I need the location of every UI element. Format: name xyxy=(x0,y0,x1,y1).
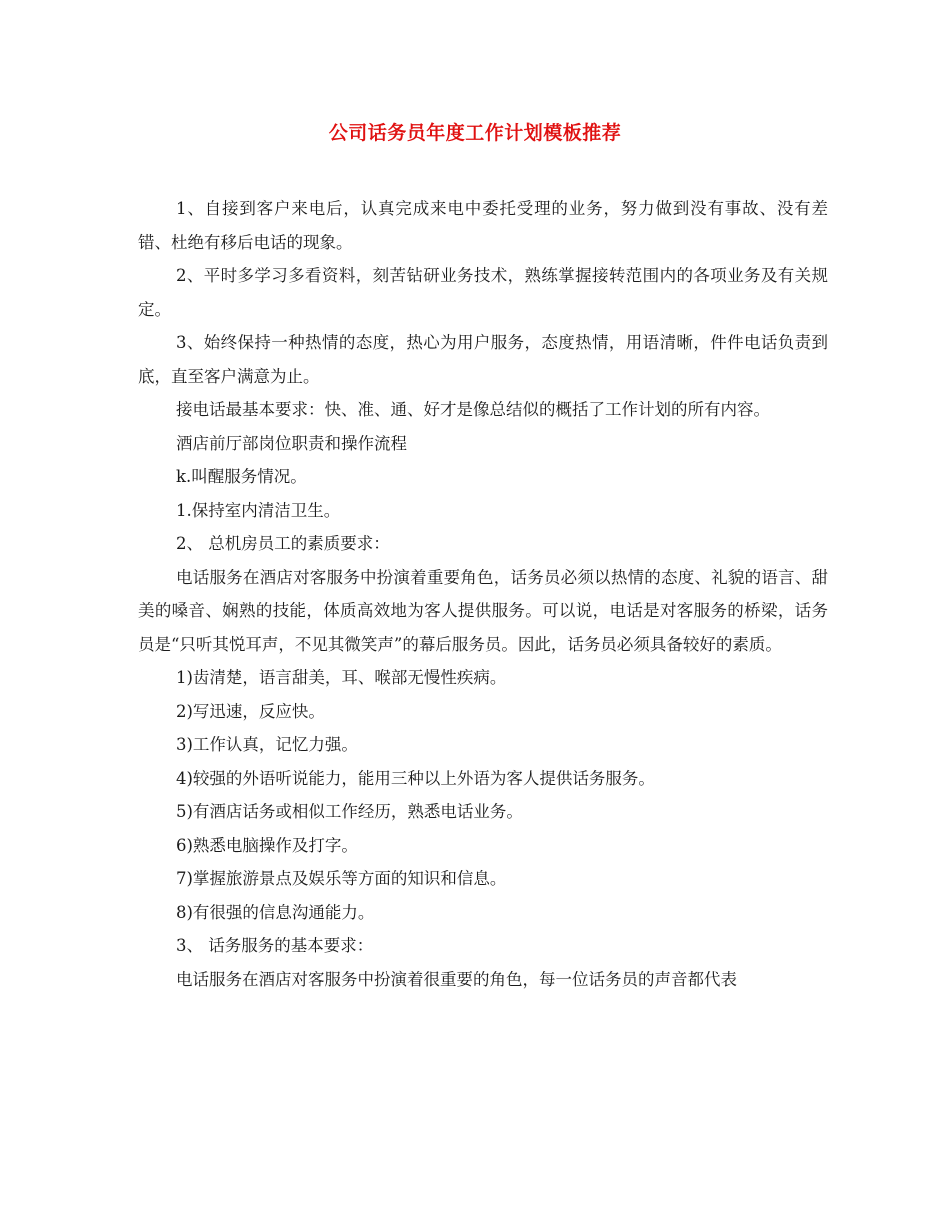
section-heading: 酒店前厅部岗位职责和操作流程 xyxy=(176,433,407,453)
list-item: 1.保持室内清洁卫生。 xyxy=(176,500,341,520)
list-item: 6)熟悉电脑操作及打字。 xyxy=(176,835,358,855)
section-heading: 3、 话务服务的基本要求： xyxy=(176,936,374,955)
document-body xyxy=(138,192,828,996)
section-heading: 2、 总机房员工的素质要求： xyxy=(176,534,390,553)
document-title: 公司话务员年度工作计划模板推荐 xyxy=(328,122,622,144)
list-item: 7)掌握旅游景点及娱乐等方面的知识和信息。 xyxy=(176,869,507,888)
list-item: 4)较强的外语听说能力，能用三种以上外语为客人提供话务服务。 xyxy=(176,768,655,788)
list-item: 1)齿清楚，语言甜美，耳、喉部无慢性疾病。 xyxy=(176,668,507,687)
list-item: 3)工作认真，记忆力强。 xyxy=(176,735,358,754)
paragraph: 2、平时多学习多看资料，刻苦钻研业务技术，熟练掌握接转范围内的各项业务及有关规定。 xyxy=(138,266,828,319)
list-item: 5)有酒店话务或相似工作经历，熟悉电话业务。 xyxy=(176,802,523,821)
list-item: 2)写迅速，反应快。 xyxy=(176,701,325,721)
paragraph: 电话服务在酒店对客服务中扮演着很重要的角色，每一位话务员的声音都代表 xyxy=(176,969,737,989)
list-item: 8)有很强的信息沟通能力。 xyxy=(176,902,375,922)
list-item: k.叫醒服务情况。 xyxy=(176,467,307,486)
paragraph: 1、自接到客户来电后，认真完成来电中委托受理的业务，努力做到没有事故、没有差错、杜绝有移后电话的现象。 xyxy=(138,199,828,252)
paragraph: 电话服务在酒店对客服务中扮演着重要角色，话务员必须以热情的态度、礼貌的语言、甜美的嗓音、娴熟的技能，体质高效地为客人提供服务。可以说，电话是对客服务的桥梁，话务员是“只听其悦耳声，不见其微笑声”的幕后服务员。因此，话务员必须具备较好的素质。 xyxy=(138,567,828,654)
paragraph: 接电话最基本要求：快、准、通、好才是像总结似的概括了工作计划的所有内容。 xyxy=(176,400,770,419)
paragraph: 3、始终保持一种热情的态度，热心为用户服务，态度热情，用语清晰，件件电话负责到底，直至客户满意为止。 xyxy=(138,333,828,386)
